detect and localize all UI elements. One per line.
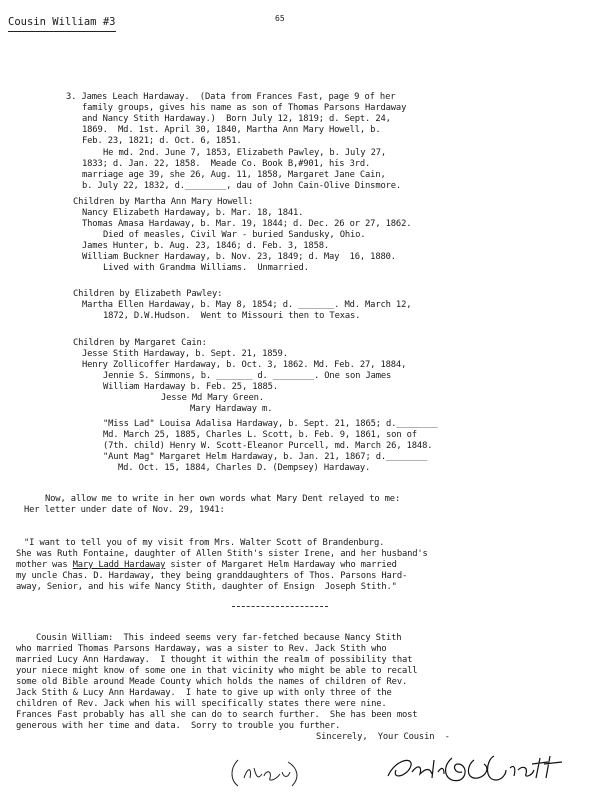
text-line-8: marriage age 39, she 26, Aug. 11, 1858, Margaret Jane Cain, bbox=[82, 170, 386, 180]
text-line-6: He md. 2nd. June 7, 1853, Elizabeth Pawley, b. July 27, bbox=[103, 148, 387, 158]
header-underline bbox=[8, 31, 116, 32]
text-line-1: 3. James Leach Hardaway. (Data from Frances Fast, page 9 of her bbox=[66, 92, 396, 102]
header-title: Cousin William #3 bbox=[8, 16, 116, 28]
text-line-23: Jennie S. Simmons, b. _______ d. ________. One son James bbox=[103, 371, 392, 381]
text-line-4: 1869. Md. 1st. April 30, 1840, Martha Ann Mary Howell, b. bbox=[82, 125, 381, 135]
page-number: 65 bbox=[275, 14, 285, 23]
text-line-46: Frances Fast probably has all she can do to search further. She has been most bbox=[16, 710, 418, 720]
text-line-36: mother was Mary Ladd Hardaway sister of Margaret Helm Hardaway who married bbox=[16, 560, 397, 570]
text-line-13: Died of measles, Civil War - buried Sandusky, Ohio. bbox=[103, 230, 366, 240]
text-line-33: Her letter under date of Nov. 29, 1941: bbox=[24, 505, 225, 515]
text-line-37: my uncle Chas. D. Hardaway, they being granddaughters of Thos. Parsons Hard- bbox=[16, 571, 408, 581]
text-line-34: "I want to tell you of my visit from Mrs. Walter Scott of Brandenburg. bbox=[24, 538, 385, 548]
text-line-10: Children by Martha Ann Mary Howell: bbox=[73, 197, 254, 207]
text-line-47: generous with her time and data. Sorry to trouble you further. bbox=[16, 721, 341, 731]
text-line-3: and Nancy Stith Hardaway.) Born July 12, 1819; d. Sept. 24, bbox=[82, 114, 391, 124]
text-line-30: "Aunt Mag" Margaret Helm Hardaway, b. Jan. 21, 1867; d.________ bbox=[103, 452, 428, 462]
text-line-48: Sincerely, Your Cousin - bbox=[316, 732, 450, 742]
text-line-45: children of Rev. Jack when his will specifically states there were nine. bbox=[16, 699, 387, 709]
handwritten-signature bbox=[382, 750, 572, 792]
text-line-38: away, Senior, and his wife Nancy Stith, daughter of Ensign Joseph Stith." bbox=[16, 582, 397, 592]
text-line-31: Md. Oct. 15, 1884, Charles D. (Dempsey) Hardaway. bbox=[118, 463, 371, 473]
text-line-17: Children by Elizabeth Pawley: bbox=[73, 289, 223, 299]
text-line-29: (7th. child) Henry W. Scott-Eleanor Purcell, md. March 26, 1848. bbox=[103, 441, 433, 451]
text-line-27: "Miss Lad" Louisa Adalisa Hardaway, b. Sept. 21, 1865; d.________ bbox=[103, 419, 438, 429]
section-separator bbox=[232, 606, 328, 607]
text-line-12: Thomas Amasa Hardaway, b. Mar. 19, 1844; d. Dec. 26 or 27, 1862. bbox=[82, 219, 412, 229]
text-line-5: Feb. 23, 1821; d. Oct. 6, 1851. bbox=[82, 136, 242, 146]
text-line-15: William Buckner Hardaway, b. Nov. 23, 1849; d. May 16, 1880. bbox=[82, 252, 396, 262]
text-line-25: Jesse Md Mary Green. bbox=[161, 393, 264, 403]
text-line-40: who married Thomas Parsons Hardaway, was a sister to Rev. Jack Stith who bbox=[16, 644, 387, 654]
text-line-44: Jack Stith & Lucy Ann Hardaway. I hate to give up with only three of the bbox=[16, 688, 392, 698]
text-line-24: William Hardaway b. Feb. 25, 1885. bbox=[103, 382, 278, 392]
text-line-26: Mary Hardaway m. bbox=[190, 404, 273, 414]
underlined-name: Mary Ladd Hardaway bbox=[72, 560, 166, 570]
text-line-7: 1833; d. Jan. 22, 1858. Meade Co. Book B,#901, his 3rd. bbox=[82, 159, 371, 169]
text-line-19: 1872, D.W.Hudson. Went to Missouri then to Texas. bbox=[103, 311, 361, 321]
text-line-35: She was Ruth Fontaine, daughter of Allen Stith's sister Irene, and her husband's bbox=[16, 549, 428, 559]
text-line-14: James Hunter, b. Aug. 23, 1846; d. Feb. 3, 1858. bbox=[82, 241, 330, 251]
text-line-2: family groups, gives his name as son of Thomas Parsons Hardaway bbox=[82, 103, 407, 113]
text-line-9: b. July 22, 1832, d.________, dau of John Cain-Olive Dinsmore. bbox=[82, 181, 402, 191]
text-line-32: Now, allow me to write in her own words what Mary Dent relayed to me: bbox=[45, 494, 401, 504]
text-line-16: Lived with Grandma Williams. Unmarried. bbox=[103, 263, 309, 273]
text-line-41: married Lucy Ann Hardaway. I thought it within the realm of possibility that bbox=[16, 655, 413, 665]
text-line-18: Martha Ellen Hardaway, b. May 8, 1854; d. _______. Md. March 12, bbox=[82, 300, 412, 310]
text-line-11: Nancy Elizabeth Hardaway, b. Mar. 18, 1841. bbox=[82, 208, 304, 218]
initials-signature bbox=[228, 756, 310, 788]
text-line-21: Jesse Stith Hardaway, b. Sept. 21, 1859. bbox=[82, 349, 288, 359]
text-line-39: Cousin William: This indeed seems very far-fetched because Nancy Stith bbox=[36, 633, 402, 643]
text-line-43: some old Bible around Meade County which holds the names of children of Rev. bbox=[16, 677, 408, 687]
text-line-42: your niece might know of some one in that vicinity who might be able to recall bbox=[16, 666, 418, 676]
text-line-20: Children by Margaret Cain: bbox=[73, 338, 207, 348]
text-line-22: Henry Zollicoffer Hardaway, b. Oct. 3, 1862. Md. Feb. 27, 1884, bbox=[82, 360, 407, 370]
text-line-28: Md. March 25, 1885, Charles L. Scott, b. Feb. 9, 1861, son of bbox=[103, 430, 417, 440]
